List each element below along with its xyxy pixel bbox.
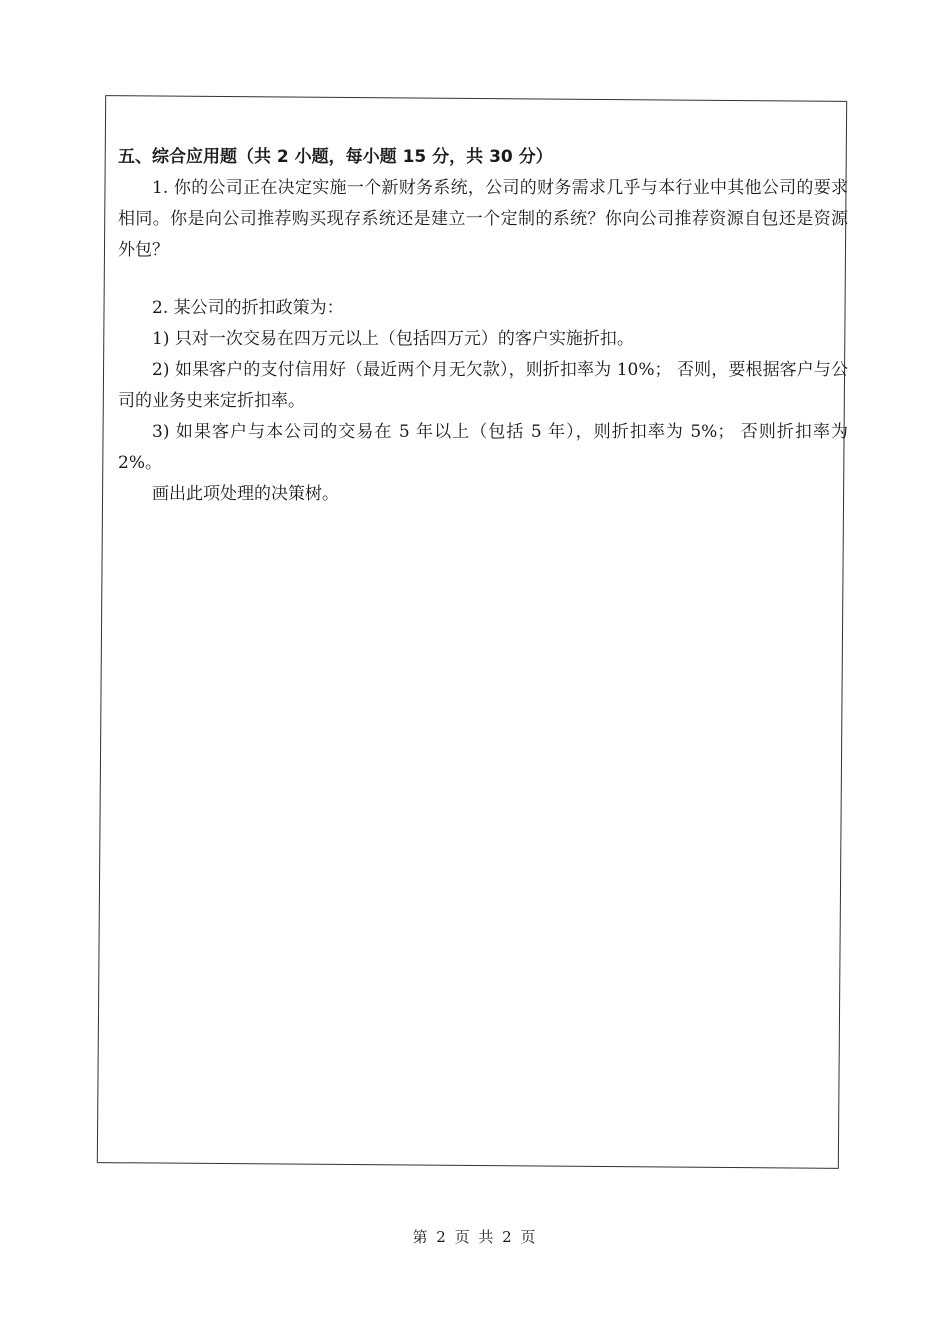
page-number: 第 2 页 共 2 页 xyxy=(412,1228,538,1246)
spacer xyxy=(118,266,848,293)
question-2-rule-3: 3) 如果客户与本公司的交易在 5 年以上（包括 5 年），则折扣率为 5%； 否则折扣率为 2%。 xyxy=(118,422,848,473)
section-heading: 五、综合应用题（共 2 小题，每小题 15 分，共 30 分） xyxy=(118,147,553,167)
question-2-rule-1: 1) 只对一次交易在四万元以上（包括四万元）的客户实施折扣。 xyxy=(152,329,634,349)
question-2-rule-2: 2) 如果客户的支付信用好（最近两个月无欠款），则折扣率为 10%； 否则，要根据客户与公司的业务史来定折扣率。 xyxy=(118,360,848,411)
question-2-intro: 2. 某公司的折扣政策为： xyxy=(152,298,344,318)
question-2-task: 画出此项处理的决策树。 xyxy=(152,484,339,504)
question-1: 1. 你的公司正在决定实施一个新财务系统，公司的财务需求几乎与本行业中其他公司的要求相同。你是向公司推荐购买现存系统还是建立一个定制的系统？你向公司推荐资源自包还是资源外包？ xyxy=(118,178,848,260)
exam-content xyxy=(118,142,848,510)
